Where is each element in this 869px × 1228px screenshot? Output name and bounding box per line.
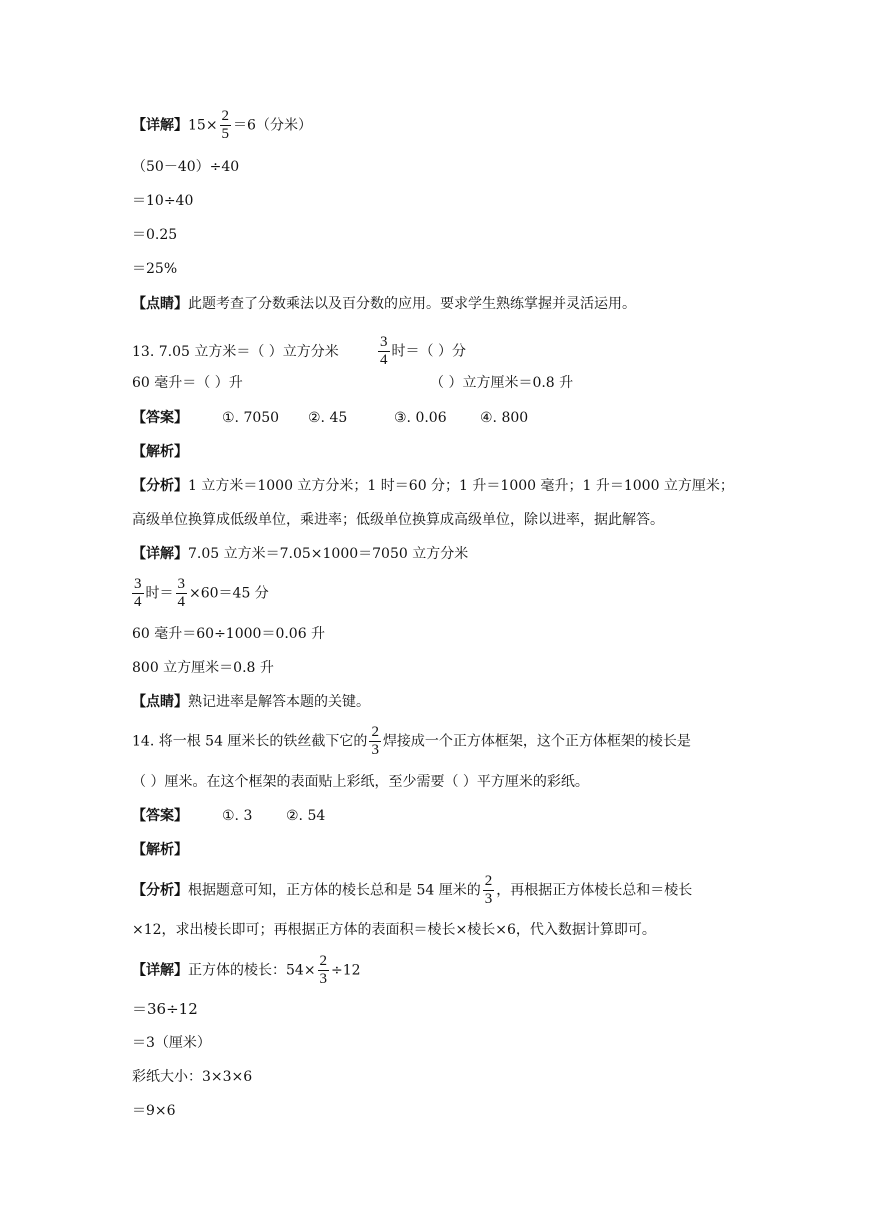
answer-tag: 【答案】 <box>132 808 188 824</box>
calc-line: ＝9×6 <box>132 1103 176 1119</box>
fraction-denominator: 5 <box>221 126 230 142</box>
detail-text: 时＝ <box>145 585 174 602</box>
question-13-line-2 <box>132 374 573 392</box>
answer-item: ①. 7050 <box>222 410 280 426</box>
fraction-numerator: 2 <box>319 953 328 969</box>
comment-line <box>132 295 636 313</box>
calc-line: ＝25% <box>132 261 178 277</box>
fraction-numerator: 2 <box>371 724 379 740</box>
detail-tag: 【详解】 <box>132 962 188 979</box>
fraction-denominator: 4 <box>380 352 388 368</box>
question-text: 焊接成一个正方体框架，这个正方体框架的棱长是 <box>382 733 691 750</box>
detail-line: 60 毫升＝60÷1000＝0.06 升 <box>132 626 326 642</box>
calc-line: 彩纸大小：3×3×6 <box>132 1069 253 1085</box>
detail-tag: 【详解】 <box>132 546 188 562</box>
answer-item: ④. 800 <box>480 410 529 426</box>
expression-text: ＝6（分米） <box>233 117 312 134</box>
comment-text: 此题考查了分数乘法以及百分数的应用。要求学生熟练掌握并灵活运用。 <box>188 296 636 312</box>
fraction <box>369 724 381 759</box>
fraction-numerator: 3 <box>380 334 388 350</box>
comment-text: 熟记进率是解答本题的关键。 <box>188 694 370 710</box>
comment-tag: 【点睛】 <box>132 296 188 312</box>
answer-item: ②. 54 <box>286 808 326 824</box>
fraction-denominator: 3 <box>319 971 328 987</box>
fraction <box>220 108 232 143</box>
fraction-numerator: 2 <box>221 108 230 124</box>
fraction-denominator: 4 <box>177 594 185 610</box>
fraction-numerator: 3 <box>134 576 142 592</box>
detail-line <box>132 108 312 143</box>
comment-line <box>132 693 370 711</box>
detail-text: ÷12 <box>331 962 361 979</box>
analysis-line: 高级单位换算成低级单位，乘进率；低级单位换算成高级单位，除以进率，据此解答。 <box>132 512 664 528</box>
question-text: 14. 将一根 54 厘米长的铁丝截下它的 <box>132 733 368 750</box>
fraction-numerator: 2 <box>484 873 493 889</box>
analysis-tag: 【分析】 <box>132 478 188 494</box>
fraction <box>318 953 330 988</box>
fraction <box>132 576 144 611</box>
detail-text: 正方体的棱长：54× <box>188 962 316 979</box>
fraction-denominator: 4 <box>134 594 142 610</box>
detail-line <box>132 953 361 988</box>
detail-tag: 【详解】 <box>132 117 188 134</box>
detail-text: ×60＝45 分 <box>189 585 269 602</box>
fraction <box>483 873 495 908</box>
answer-item: ②. 45 <box>308 410 348 426</box>
question-text: 时＝（ ）分 <box>391 343 466 360</box>
detail-text: 7.05 立方米＝7.05×1000＝7050 立方分米 <box>188 546 469 562</box>
expression-text: 15× <box>188 117 218 134</box>
analysis-text: ，再根据正方体棱长总和＝棱长 <box>496 882 693 899</box>
question-text: 60 毫升＝（ ）升 <box>132 375 243 391</box>
fraction-numerator: 3 <box>177 576 185 592</box>
calc-line: ＝10÷40 <box>132 193 194 209</box>
answer-line <box>132 807 325 825</box>
calc-line: （50－40）÷40 <box>132 159 240 175</box>
fraction-denominator: 3 <box>371 742 379 758</box>
answer-line <box>132 409 528 427</box>
analysis-text: 根据题意可知，正方体的棱长总和是 54 厘米的 <box>188 882 481 899</box>
answer-item: ①. 3 <box>222 808 253 824</box>
detail-line <box>132 576 269 611</box>
analysis-tag: 【解析】 <box>132 842 188 858</box>
analysis-tag: 【分析】 <box>132 882 188 899</box>
answer-item: ③. 0.06 <box>394 410 447 426</box>
analysis-tag: 【解析】 <box>132 444 188 460</box>
question-text: （ ）立方厘米＝0.8 升 <box>430 375 574 391</box>
calc-line: ＝36÷12 <box>132 1000 198 1018</box>
analysis-line: ×12，求出棱长即可；再根据正方体的表面积＝棱长×棱长×6，代入数据计算即可。 <box>132 922 656 938</box>
calc-line: ＝3（厘米） <box>132 1035 211 1051</box>
analysis-text: 1 立方米＝1000 立方分米；1 时＝60 分；1 升＝1000 毫升；1 升＝1000 立方厘米； <box>188 478 734 494</box>
analysis-line <box>132 477 734 495</box>
question-13-line-1 <box>132 334 466 369</box>
fraction-denominator: 3 <box>484 891 493 907</box>
calc-line: ＝0.25 <box>132 227 178 243</box>
question-text: 13. 7.05 立方米＝（ ）立方分米 <box>132 343 339 360</box>
answer-tag: 【答案】 <box>132 410 188 426</box>
analysis-line <box>132 873 692 908</box>
question-14-line-2: （ ）厘米。在这个框架的表面贴上彩纸，至少需要（ ）平方厘米的彩纸。 <box>132 774 589 790</box>
question-14-line-1 <box>132 724 691 759</box>
fraction <box>378 334 390 369</box>
comment-tag: 【点睛】 <box>132 694 188 710</box>
detail-line <box>132 545 468 563</box>
fraction <box>176 576 188 611</box>
detail-line: 800 立方厘米＝0.8 升 <box>132 660 274 676</box>
